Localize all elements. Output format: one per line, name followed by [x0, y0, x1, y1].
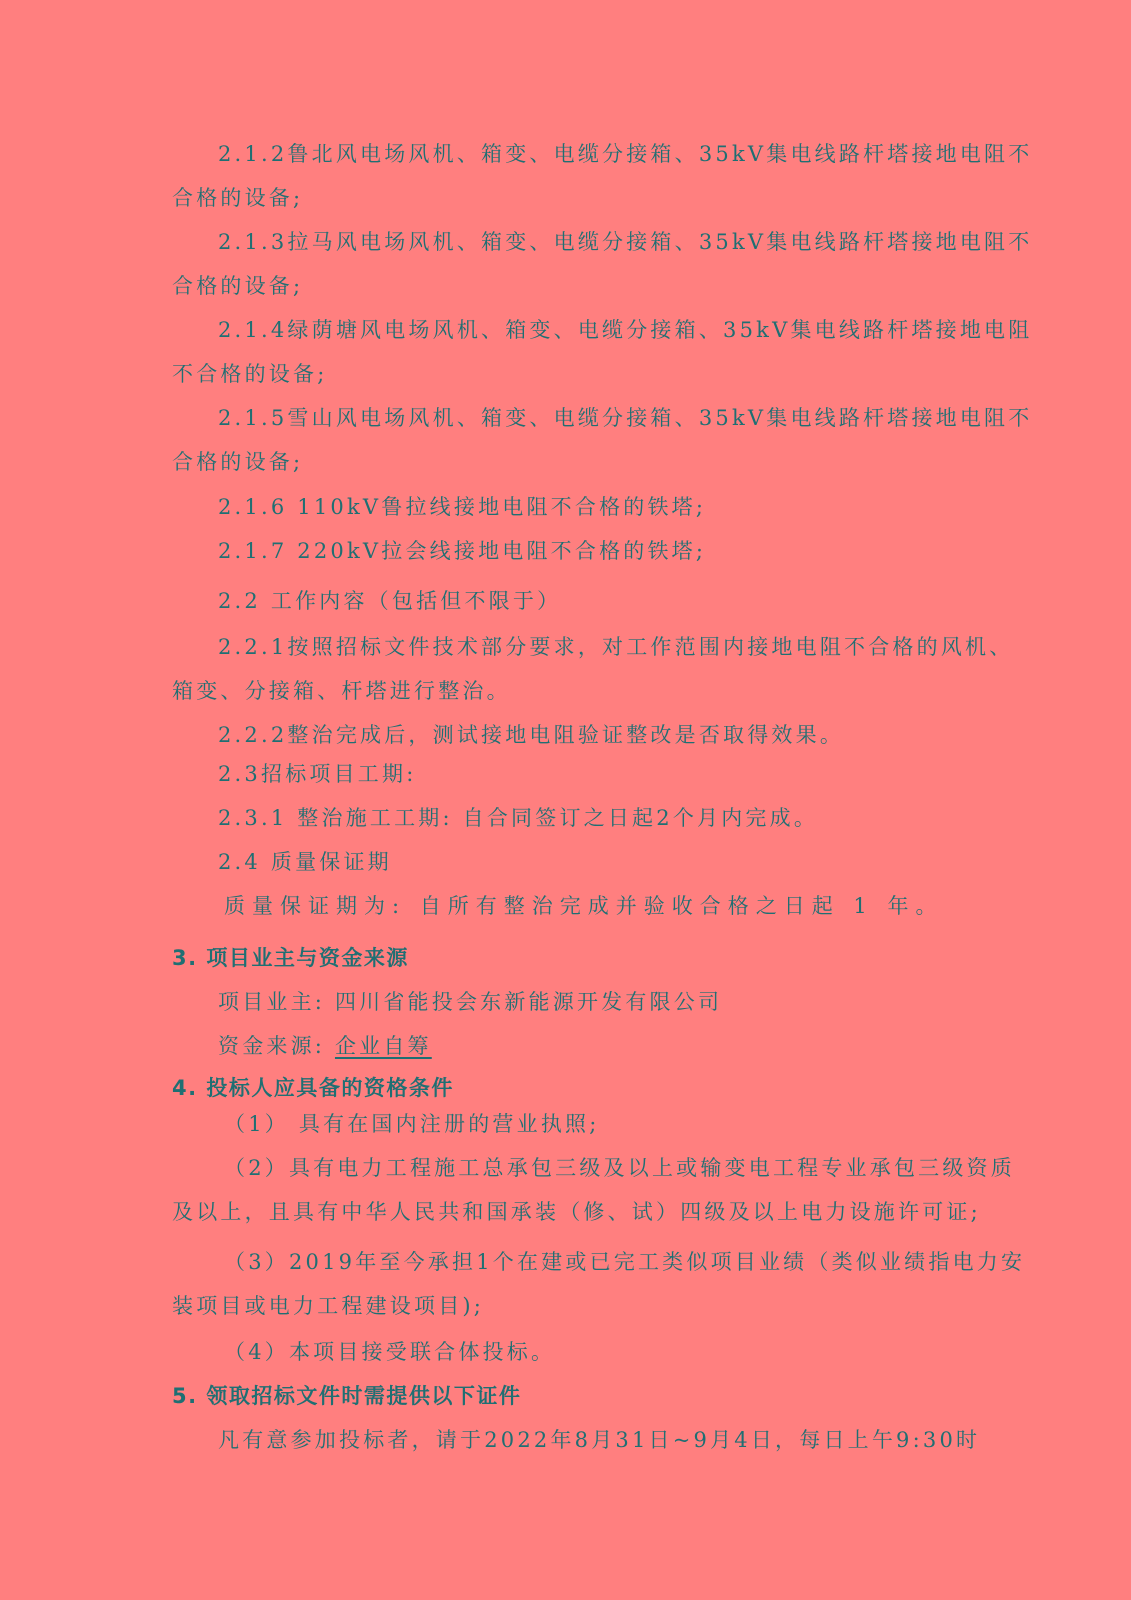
- qualification-3-line1: （3）2019年至今承担1个在建或已完工类似项目业绩（类似业绩指电力安: [224, 1250, 1026, 1274]
- item-2-1-2-line1: 2.1.2鲁北风电场风机、箱变、电缆分接箱、35kV集电线路杆塔接地电阻不: [218, 142, 1033, 166]
- fund-source-text: [218, 1031, 978, 1061]
- item-2-2-1-line2: 箱变、分接箱、杆塔进行整治。: [172, 679, 511, 703]
- item-2-2-2: 2.2.2整治完成后，测试接地电阻验证整改是否取得效果。: [218, 723, 845, 747]
- fund-source-value: 企业自筹: [334, 1034, 432, 1058]
- qualification-2-line1: （2）具有电力工程施工总承包三级及以上或输变电工程专业承包三级资质: [224, 1156, 1015, 1180]
- bid-document-notice: 凡有意参加投标者，请于2022年8月31日~9月4日，每日上午9:30时: [218, 1428, 981, 1452]
- qualification-2-line2: 及以上，且具有中华人民共和国承装（修、试）四级及以上电力设施许可证;: [172, 1200, 981, 1224]
- item-2-1-3-line2: 合格的设备;: [172, 274, 304, 298]
- item-2-1-5-line2: 合格的设备;: [172, 450, 304, 474]
- item-2-1-7: 2.1.7 220kV拉会线接地电阻不合格的铁塔;: [218, 539, 707, 563]
- warranty-period-text: 质量保证期为: 自所有整治完成并验收合格之日起 1 年。: [224, 894, 944, 918]
- qualification-3-line2: 装项目或电力工程建设项目);: [172, 1294, 485, 1318]
- section-2-2-title: 2.2 工作内容（包括但不限于）: [218, 589, 562, 613]
- project-owner-text: 项目业主: 四川省能投会东新能源开发有限公司: [218, 990, 723, 1014]
- item-2-3-1: 2.3.1 整治施工工期: 自合同签订之日起2个月内完成。: [218, 806, 819, 830]
- qualification-1: （1） 具有在国内注册的营业执照;: [224, 1112, 600, 1136]
- item-2-1-3-line1: 2.1.3拉马风电场风机、箱变、电缆分接箱、35kV集电线路杆塔接地电阻不: [218, 230, 1033, 254]
- item-2-1-4-line2: 不合格的设备;: [172, 362, 328, 386]
- item-2-2-1-line1: 2.2.1按照招标文件技术部分要求，对工作范围内接地电阻不合格的风机、: [218, 635, 1014, 659]
- section-2-4-title: 2.4 质量保证期: [218, 850, 392, 874]
- item-2-1-5-line1: 2.1.5雪山风电场风机、箱变、电缆分接箱、35kV集电线路杆塔接地电阻不: [218, 406, 1033, 430]
- section-5-heading: 5. 领取招标文件时需提供以下证件: [172, 1384, 522, 1408]
- section-2-3-title: 2.3招标项目工期:: [218, 762, 417, 786]
- section-3-heading: 3. 项目业主与资金来源: [172, 946, 409, 970]
- section-4-heading: 4. 投标人应具备的资格条件: [172, 1076, 454, 1100]
- item-2-1-2-line2: 合格的设备;: [172, 186, 304, 210]
- item-2-1-6: 2.1.6 110kV鲁拉线接地电阻不合格的铁塔;: [218, 495, 707, 519]
- fund-source-label: 资金来源:: [218, 1034, 335, 1058]
- item-2-1-4-line1: 2.1.4绿荫塘风电场风机、箱变、电缆分接箱、35kV集电线路杆塔接地电阻: [218, 318, 1033, 342]
- qualification-4: （4）本项目接受联合体投标。: [224, 1340, 556, 1364]
